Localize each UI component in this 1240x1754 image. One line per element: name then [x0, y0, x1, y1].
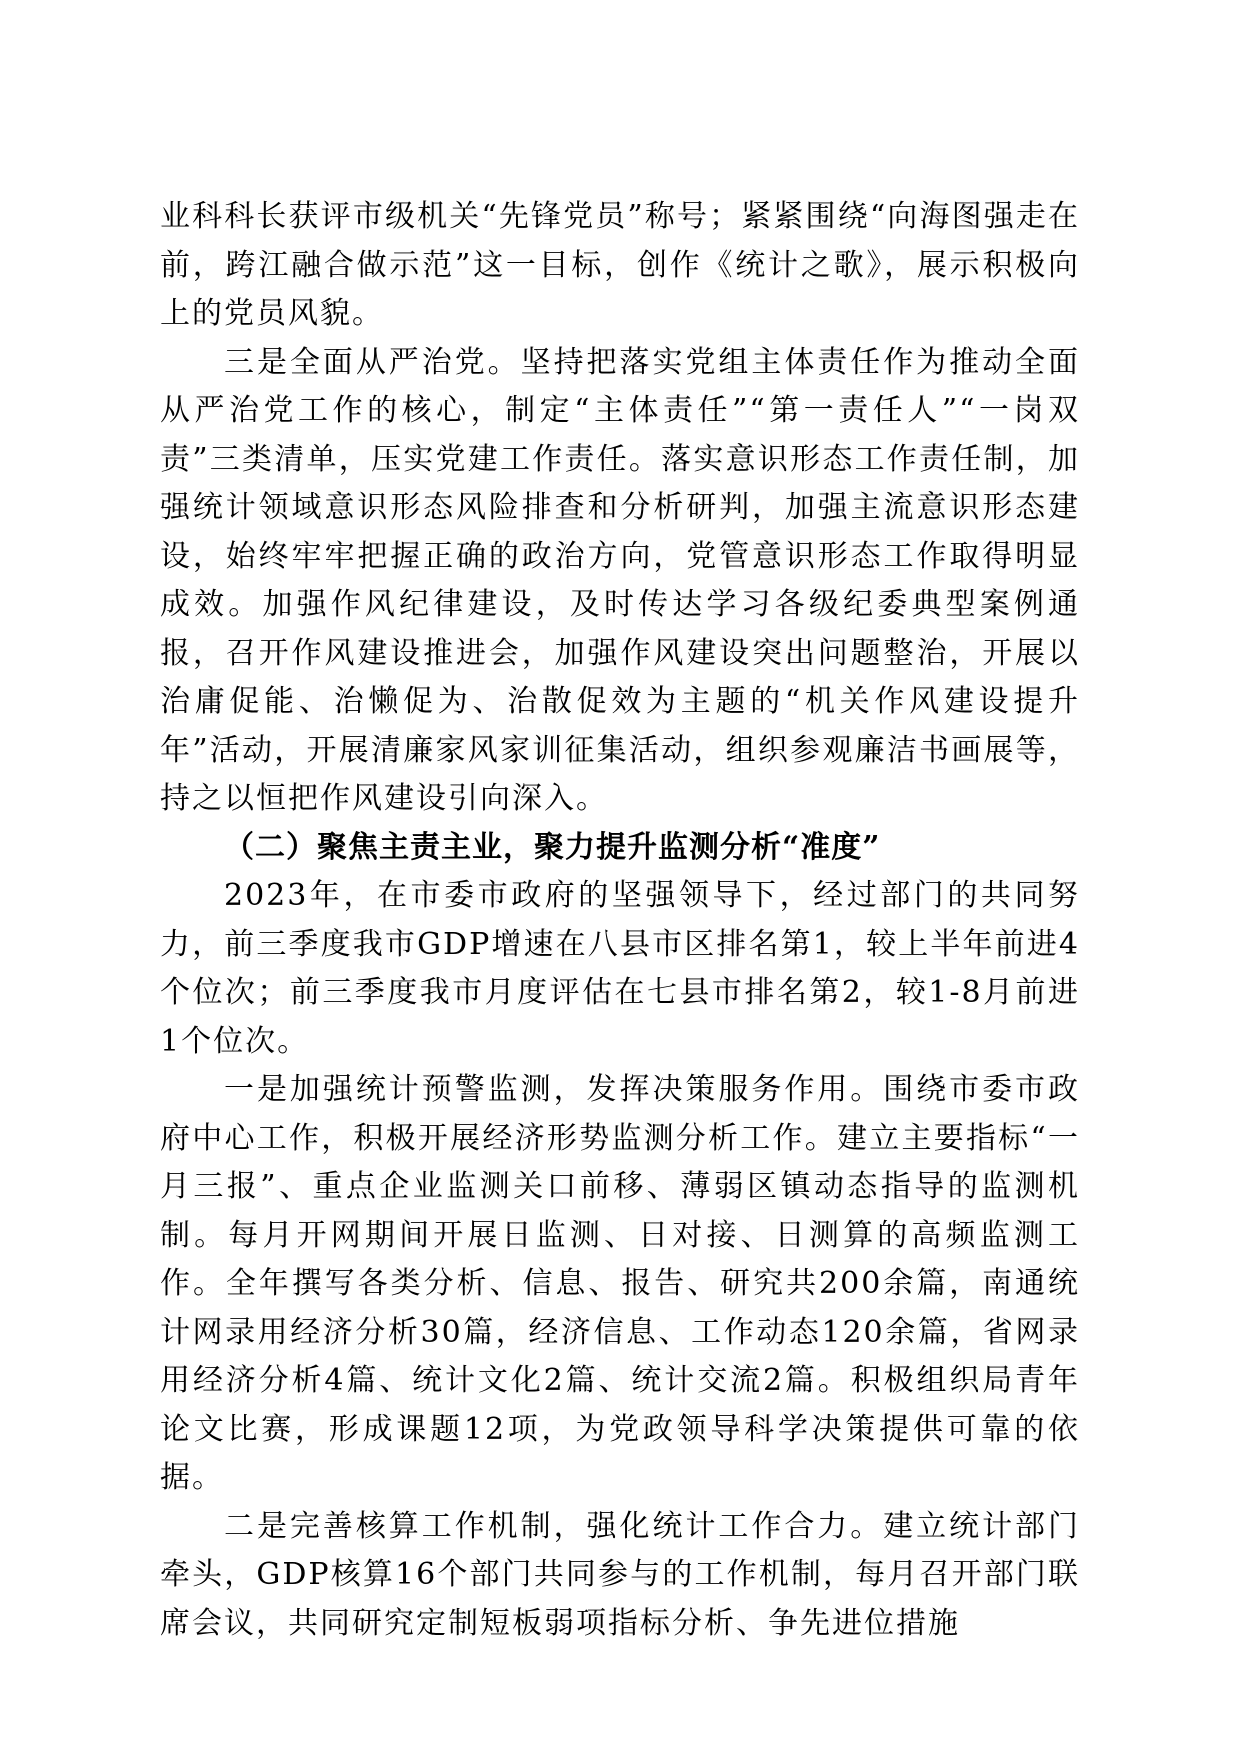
paragraph-monitoring-warning: 一是加强统计预警监测，发挥决策服务作用。围绕市委市政府中心工作，积极开展经济形势监测分析工作。建立主要指标“一月三报”、重点企业监测关口前移、薄弱区镇动态指导的监测机制。每月开网期间开展日监测、日对接、日测算的高频监测工作。全年撰写各类分析、信息、报告、研究共200余篇，南通统计网录用经济分析30篇，经济信息、工作动态120余篇，省网录用经济分析4篇、统计文化2篇、统计交流2篇。积极组织局青年论文比赛，形成课题12项，为党政领导科学决策提供可靠的依据。	[160, 1072, 1080, 1495]
section-heading: （二）聚焦主责主业，聚力提升监测分析“准度”	[224, 829, 881, 865]
paragraph-continuation: 业科科长获评市级机关“先锋党员”称号；紧紧围绕“向海图强走在前，跨江融合做示范”这一目标，创作《统计之歌》，展示积极向上的党员风貌。	[160, 199, 1080, 331]
paragraph-strict-party-governance: 三是全面从严治党。坚持把落实党组主体责任作为推动全面从严治党工作的核心，制定“主体责任”“第一责任人”“一岗双责”三类清单，压实党建工作责任。落实意识形态工作责任制，加强统计领域意识形态风险排查和分析研判，加强主流意识形态建设，始终牢牢把握正确的政治方向，党管意识形态工作取得明显成效。加强作风纪律建设，及时传达学习各级纪委典型案例通报，召开作风建设推进会，加强作风建设突出问题整治，开展以治庸促能、治懒促为、治散促效为主题的“机关作风建设提升年”活动，开展清廉家风家训征集活动，组织参观廉洁书画展等，持之以恒把作风建设引向深入。	[160, 344, 1080, 816]
paragraph-2023-overview: 2023年，在市委市政府的坚强领导下，经过部门的共同努力，前三季度我市GDP增速在八县市区排名第1，较上半年前进4个位次；前三季度我市月度评估在七县市排名第2，较1-8月前进1个位次。	[160, 878, 1080, 1059]
document-body	[160, 193, 1080, 1648]
paragraph-accounting-mechanism: 二是完善核算工作机制，强化统计工作合力。建立统计部门牵头，GDP核算16个部门共同参与的工作机制，每月召开部门联席会议，共同研究定制短板弱项指标分析、争先进位措施	[160, 1508, 1080, 1641]
